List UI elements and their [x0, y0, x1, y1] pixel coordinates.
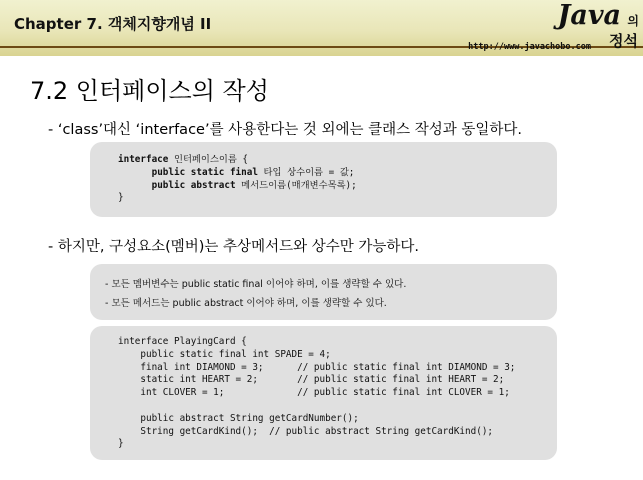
syntax-text: 타입 상수이름 = 값;	[257, 166, 355, 178]
code-line: public static final int SPADE = 4;	[118, 348, 331, 360]
syntax-box	[90, 142, 557, 217]
bullet-interface-definition: - ‘class’대신 ‘interface’를 사용한다는 것 외에는 클래스 작성과 동일하다.	[48, 122, 522, 138]
syntax-keyword: public static final	[151, 166, 258, 178]
code-line: interface PlayingCard {	[118, 336, 247, 347]
bullet-member-restriction: - 하지만, 구성요소(멤버)는 추상메서드와 상수만 가능하다.	[48, 239, 419, 255]
code-line: int CLOVER = 1; // public static final int CLOVER = 1;	[118, 387, 510, 399]
chapter-title: Chapter 7. 객체지향개념 II	[14, 15, 212, 33]
syntax-code	[118, 154, 357, 205]
syntax-keyword: public abstract	[151, 179, 236, 191]
syntax-keyword: interface	[118, 154, 169, 165]
syntax-text: 인터페이스이름 {	[168, 154, 249, 165]
logo-jeongseok-text: 정석	[609, 32, 638, 50]
syntax-text: 메서드이름(매개변수목록);	[235, 179, 357, 191]
code-line: String getCardKind(); // public abstract String getCardKind();	[118, 425, 494, 437]
code-line: static int HEART = 2; // public static final int HEART = 2;	[118, 374, 505, 386]
code-line: public abstract String getCardNumber();	[118, 412, 359, 424]
syntax-text: }	[118, 192, 124, 204]
logo-url: http://www.javachobo.com	[468, 42, 591, 52]
logo-ui-text: 의	[627, 14, 639, 28]
code-line: }	[118, 438, 124, 450]
header-bar	[0, 0, 643, 56]
note-member-variables: - 모든 멤버변수는 public static final 이어야 하며, 이를 생략할 수 있다.	[105, 279, 407, 290]
java-jeongseok-logo	[448, 0, 643, 56]
code-line: final int DIAMOND = 3; // public static final int DIAMOND = 3;	[118, 361, 516, 373]
example-code-box	[90, 326, 557, 460]
note-methods: - 모든 메서드는 public abstract 이어야 하며, 이를 생략할 수 있다.	[105, 298, 387, 309]
example-code	[118, 336, 515, 451]
notes-box	[90, 264, 557, 320]
section-title: 7.2 인터페이스의 작성	[30, 77, 269, 105]
logo-java-text: Java	[557, 0, 621, 31]
